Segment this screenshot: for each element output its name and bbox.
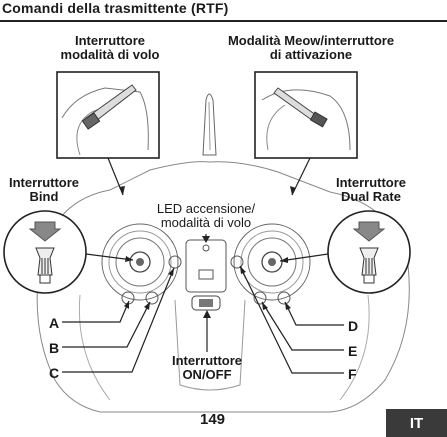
- callout-letter-f: F: [348, 366, 357, 382]
- meow-mode-switch-label: Modalità Meow/interruttore di attivazione: [227, 33, 395, 62]
- page-title: Comandi della trasmittente (RTF): [2, 0, 229, 16]
- flight-mode-switch-label: Interruttore modalità di volo: [60, 33, 160, 62]
- power-led-label: LED accensione/ modalità di volo: [156, 201, 256, 230]
- callout-letter-c: C: [49, 365, 60, 381]
- page-number: 149: [200, 411, 226, 428]
- bind-switch-label: Interruttore Bind: [8, 175, 80, 204]
- callout-letter-e: E: [348, 343, 358, 359]
- callout-letter-b: B: [49, 340, 60, 356]
- callout-letter-a: A: [49, 315, 60, 331]
- language-tab: IT: [386, 409, 447, 437]
- dual-rate-switch-label: Interruttore Dual Rate: [335, 175, 407, 204]
- callout-letter-d: D: [348, 318, 359, 334]
- power-switch-label: Interruttore ON/OFF: [171, 353, 243, 382]
